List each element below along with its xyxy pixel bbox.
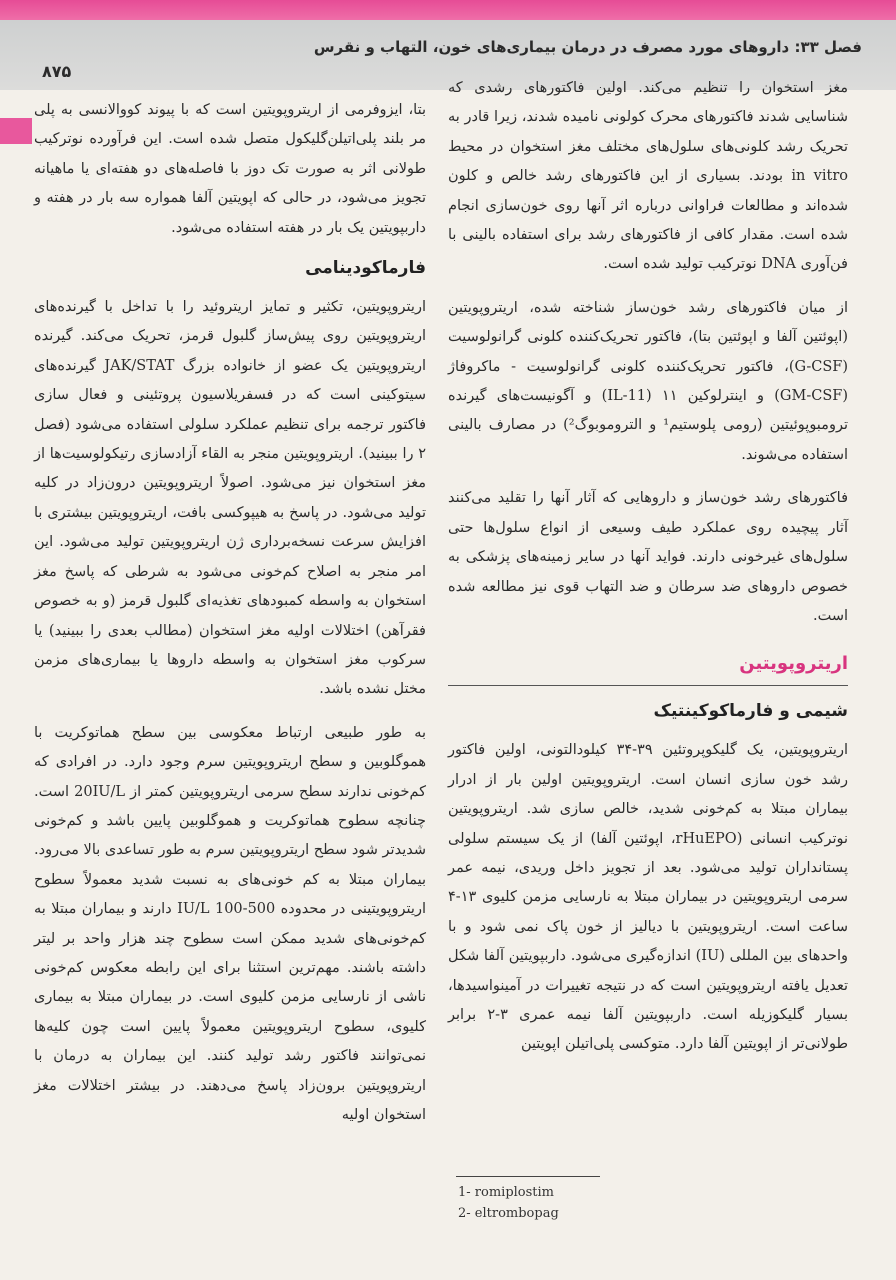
subsection-heading-chemistry: شیمی و فارماکوکینتیک [653,701,848,722]
section-divider [448,685,848,686]
footnote-divider [456,1176,600,1177]
footnote-1: 1- romiplostim [458,1185,555,1200]
paragraph: فاکتورهای رشد خون‌ساز و داروهایی که آثار آنها را تقلید می‌کنند آثار پیچیده روی عملکرد طیف وسیعی از انواع سلول‌ها حتی سلول‌های غیرخونی دارند. فواید آنها در سایر زمینه‌های پزشکی به خصوص داروهای ضد سرطان و ضد التهاب قوی نیز مطالعه شده است. [448,490,848,624]
right-text-column [448,74,848,1060]
paragraph: از میان فاکتورهای رشد خون‌ساز شناخته شده، اریتروپویتین (اپوئتین آلفا و اپوئتین بتا)، فاکتور تحریک‌کننده کلونی گرانولوسیت (G-CSF)، فاکتور تحریک‌کننده کلونی گرانولوسیت - ماکروفاژ (GM-CSF) و اینترلوکین ۱۱ (IL-11) و آگونیست‌های گیرنده ترومبوپوئیتین (رومی پلوستیم¹ و التروموبوگ²) در مصارف بالینی استفاده می‌شوند. [448,299,848,463]
subsection-heading-pharmacodynamics: فارماکودینامی [305,258,426,279]
top-color-band [0,0,896,20]
left-text-column [34,96,426,1130]
paragraph: اریتروپویتین، یک گلیکوپروتئین ۳۹-۳۴ کیلودالتونی، اولین فاکتور رشد خون سازی انسان است. اریتروپویتین اولین بار از ادرار بیماران مبتلا به کم‌خونی شدید، خالص سازی شد. اریتروپویتین نوترکیب انسانی (rHuEPO، اپوئتین آلفا) از یک سیستم سلولی پستانداران تولید می‌شود. بعد از تجویز داخل وریدی، نیمه عمر سرمی اریتروپویتین در بیماران مبتلا به نارسایی مزمن کلیوی ۱۳-۴ ساعت است. اریتروپویتین با دیالیز از خون پاک نمی شود و با واحدهای بین المللی (IU) اندازه‌گیری می‌شود. داربپویتین آلفا شکل تعدیل یافته اریتروپویتین است که در نتیجه تغییرات در آمینواسیدها، بسیار گلیکوزیله است. داربپویتین آلفا نیمه عمری ۳-۲ برابر طولانی‌تر از اپویتین آلفا دارد. متوکسی پلی‌اتیلن اپویتین [448,742,849,1053]
margin-thumb-tab [0,118,32,144]
paragraph: اریتروپویتین، تکثیر و تمایز اریتروئید را با تداخل با گیرنده‌های اریتروپویتین روی پیش‌ساز گلبول قرمز، تحریک می‌کند. گیرنده اریتروپویتین یک عضو از خانواده بزرگ JAK/STAT گیرنده‌های سیتوکینی است که در فسفریلاسیون پروتئینی و فعال سازی فاکتور ترجمه برای تنظیم عملکرد سلولی استفاده می‌شود (فصل ۲ را ببینید). اریتروپویتین منجر به القاء آزادسازی رتیکولوسیت‌ها از مغز استخوان نیز می‌شود. اصولاً اریتروپویتین درون‌زاد در کلیه تولید می‌شود. در پاسخ به هیپوکسی بافت، اریتروپویتین بیشتری با افزایش سرعت نسخه‌برداری ژن اریتروپویتین تولید می‌شود. این امر منجر به اصلاح کم‌خونی می‌شود به شرطی که پاسخ مغز استخوان به واسطه کمبودهای تغذیه‌ای گلبول قرمز (و به خصوص فقرآهن) اختلالات اولیه مغز استخوان (مطالب بعدی را ببینید) یا سرکوب مغز استخوان به واسطه داروها یا بیماری‌های مزمن مختل نشده باشد. [34,299,427,698]
paragraph: بتا، ایزوفرمی از اریتروپویتین است که با پیوند کووالانسی به پلی مر بلند پلی‌اتیلن‌گلیکول متصل شده است. این فرآورده نوترکیب طولانی اثر به صورت تک دوز با فاصله‌های دو هفته‌ای یا ماهیانه تجویز می‌شود، در حالی که اپویتین آلفا همواره سه بار در هفته و داربپویتین یک بار در هفته استفاده می‌شود. [34,102,426,236]
paragraph: مغز استخوان را تنظیم می‌کند. اولین فاکتورهای رشدی که شناسایی شدند فاکتورهای محرک کولونی نامیده شدند، زیرا قادر به تحریک رشد کلونی‌های سلول‌های مختلف مغز استخوان در محیط in vitro بودند. بسیاری از این فاکتورهای رشد خالص و کلون شده‌اند و مطالعات فراوانی درباره اثر آنها روی خون‌سازی انجام شده است. مقدار کافی از فاکتورهای رشد برای استفاده بالینی با فن‌آوری DNA نوترکیب تولید شده است. [448,80,848,273]
footnote-2: 2- eltrombopag [458,1206,559,1221]
section-heading-erythropoietin: اریتروپویتین [739,653,848,675]
footnotes [458,1182,559,1224]
chapter-title: فصل ۳۳: داروهای مورد مصرف در درمان بیماری‌های خون، التهاب و نقرس [313,38,862,56]
paragraph: به طور طبیعی ارتباط معکوسی بین سطح هماتوکریت با هموگلوبین و سطح اریتروپویتین سرم وجود دارد. در افرادی که کم‌خونی ندارند سطح سرمی اریتروپویتین کمتر از 20IU/L است. چنانچه سطوح هماتوکریت و هموگلوبین پایین باشد و کم‌خونی شدیدتر شود سطح اریتروپویتین سرم به طور تساعدی بالا می‌رود. بیماران مبتلا به کم خونی‌های به نسبت شدید معمولاً سطوح اریتروپویتینی در محدوده 500-100 IU/L دارند و بیماران مبتلا به کم‌خونی‌های شدید ممکن است سطوح چند هزار واحد بر لیتر داشته باشند. مهم‌ترین استثنا برای این رابطه معکوس کم‌خونی ناشی از نارسایی مزمن کلیوی است. در بیماران مبتلا به بیماری کلیوی، سطوح اریتروپویتین معمولاً پایین است چون کلیه‌ها نمی‌توانند فاکتور رشد تولید کنند. این بیماران به درمان با اریتروپویتین برون‌زاد پاسخ می‌دهند. در بیشتر اختلالات مغز استخوان اولیه [34,724,426,1123]
page-number: ۸۷۵ [42,62,72,81]
